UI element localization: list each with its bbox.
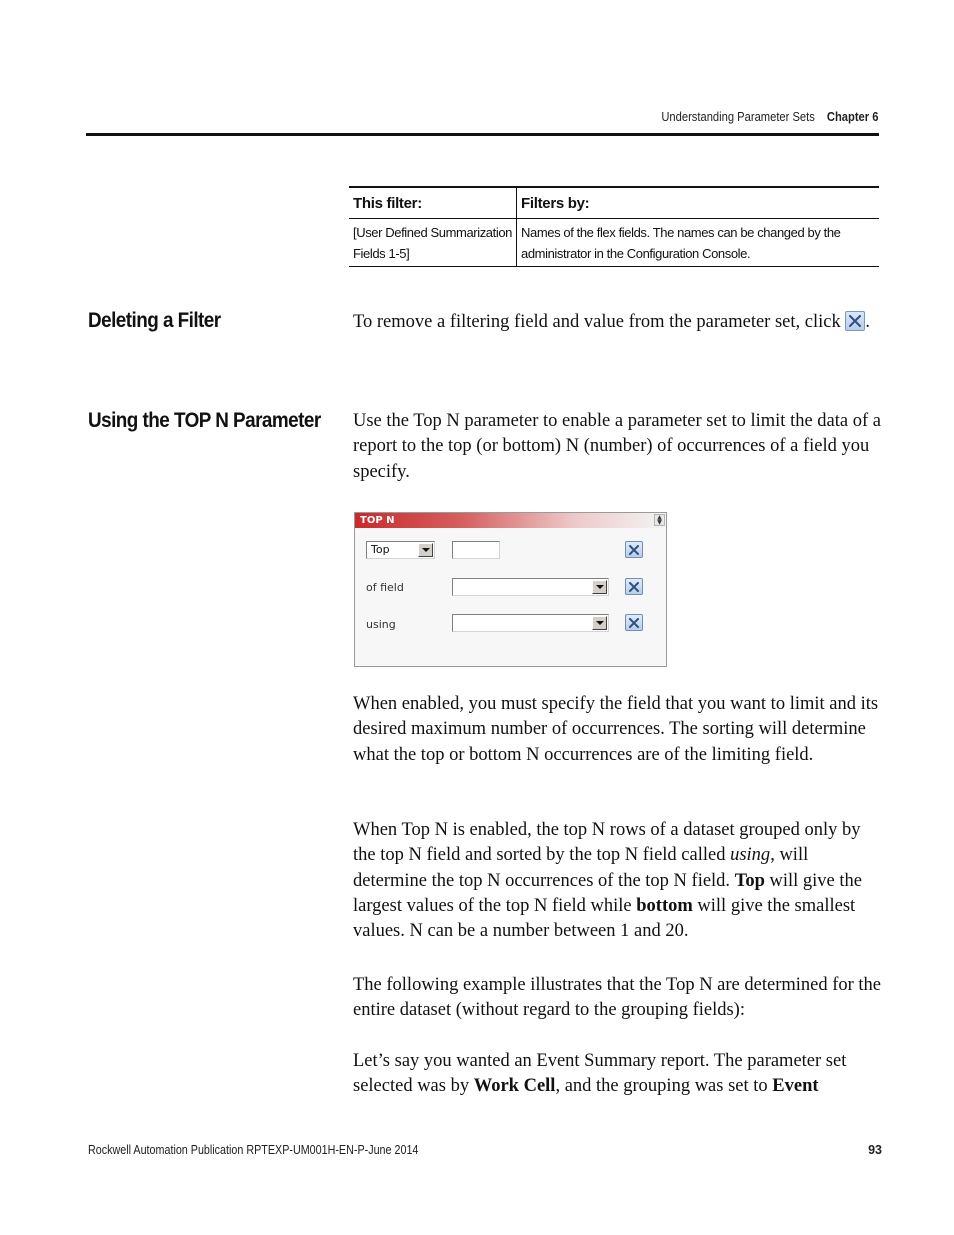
remove-top-n-button[interactable] bbox=[625, 541, 643, 558]
page-number: 93 bbox=[868, 1143, 882, 1157]
remove-using-button[interactable] bbox=[625, 614, 643, 631]
heading-deleting-filter: Deleting a Filter bbox=[88, 309, 221, 332]
p4-text-1: Let’s say you wanted an Event Summary report. The parameter set selected was by bbox=[353, 1051, 847, 1097]
p4-event-bold: Event bbox=[772, 1076, 819, 1097]
top-n-paragraph-2 bbox=[353, 818, 878, 944]
deleting-filter-period: . bbox=[865, 312, 870, 332]
p2-text-1: When Top N is enabled, the top N rows of a dataset grouped only by the top N field and sorted by the top N field called bbox=[353, 820, 861, 866]
top-bottom-select[interactable] bbox=[366, 541, 435, 559]
top-n-paragraph-4 bbox=[353, 1049, 878, 1100]
running-header bbox=[661, 109, 878, 124]
p4-work-cell-bold: Work Cell bbox=[473, 1076, 556, 1097]
chevron-down-icon[interactable] bbox=[418, 543, 433, 557]
heading-top-n: Using the TOP N Parameter bbox=[88, 409, 321, 432]
remove-of-field-button[interactable] bbox=[625, 578, 643, 595]
table-header-row bbox=[349, 187, 879, 219]
using-select[interactable] bbox=[452, 614, 609, 632]
table-header-filter: This filter: bbox=[349, 187, 517, 219]
p2-using-italic: using bbox=[730, 845, 771, 866]
deleting-filter-paragraph bbox=[353, 310, 873, 335]
of-field-label: of field bbox=[366, 581, 404, 594]
filter-table bbox=[349, 186, 879, 267]
p2-text-3: will give the largest values of the top N field while bbox=[353, 870, 862, 916]
chevron-down-icon[interactable] bbox=[592, 616, 607, 630]
table-cell-filter: [User Defined Summarization Fields 1-5] bbox=[349, 219, 517, 267]
header-chapter: Chapter 6 bbox=[826, 109, 878, 124]
top-n-panel bbox=[354, 512, 667, 667]
collapse-toggle-icon[interactable]: ▲ ▼ bbox=[654, 514, 665, 526]
top-n-paragraph-1: When enabled, you must specify the field that you want to limit and its desired maximum number of occurrences. The sorting will determine what the top or bottom N occurrences are of the limiting field. bbox=[353, 694, 879, 765]
close-x-icon bbox=[845, 311, 865, 331]
table-header-filters-by: Filters by: bbox=[517, 187, 880, 219]
panel-title-text: TOP N bbox=[360, 515, 395, 526]
p2-text-4: will give the smallest values. N can be a number between 1 and 20. bbox=[353, 895, 856, 942]
header-section-title: Understanding Parameter Sets bbox=[660, 109, 815, 124]
of-field-select[interactable] bbox=[452, 578, 609, 596]
top-n-intro: Use the Top N parameter to enable a parameter set to limit the data of a report to the top (or bottom) N (number) of occurrences of a field you specify. bbox=[353, 411, 881, 482]
table-row bbox=[349, 219, 879, 267]
chevron-down-icon[interactable] bbox=[592, 580, 607, 594]
footer-publication: Rockwell Automation Publication RPTEXP-UM001H-EN-P-June 2014 bbox=[88, 1143, 419, 1157]
p4-text-2: , and the grouping was set to bbox=[555, 1076, 773, 1097]
p2-bottom-bold: bottom bbox=[636, 895, 693, 916]
top-n-panel-title bbox=[355, 513, 666, 528]
p2-top-bold: Top bbox=[734, 870, 765, 891]
top-n-paragraph-3: The following example illustrates that the Top N are determined for the entire dataset (without regard to the grouping fields): bbox=[353, 975, 882, 1021]
deleting-filter-text: To remove a filtering field and value from the parameter set, click bbox=[353, 312, 841, 332]
using-label: using bbox=[366, 618, 396, 631]
table-cell-description: Names of the flex fields. The names can be changed by the administrator in the Configuration Console. bbox=[517, 219, 880, 267]
n-value-input[interactable] bbox=[452, 541, 500, 559]
p2-text-2: , will determine the top N occurrences of the top N field. bbox=[353, 845, 809, 891]
header-rule bbox=[86, 133, 879, 136]
top-bottom-select-value: Top bbox=[371, 543, 390, 556]
